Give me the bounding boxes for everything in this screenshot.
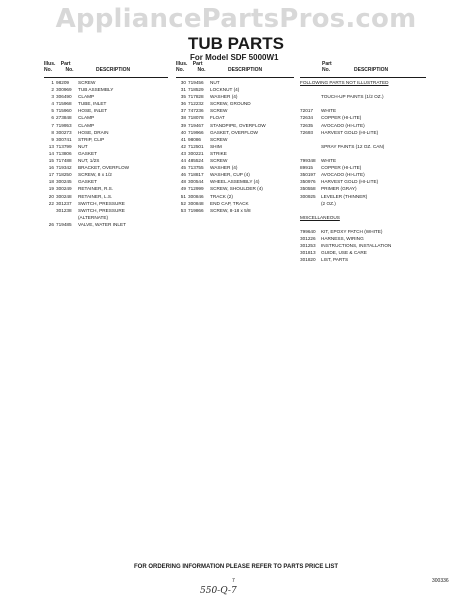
col3-no-label: No. [322, 67, 331, 73]
part-row [176, 193, 296, 200]
part-row [300, 200, 430, 207]
part-description: KIT, EPOXY PATCH (WHITE) [321, 228, 383, 234]
illus-number: 39 [180, 122, 186, 128]
illus-number: 53 [180, 207, 186, 213]
part-description: VALVE, WATER INLET [78, 221, 127, 227]
part-number: 718250 [56, 172, 72, 178]
illus-number: 9 [51, 136, 54, 142]
illus-number: 18 [48, 179, 54, 185]
part-description: AVOCADO (HI-LITE) [321, 122, 365, 128]
illus-number: 42 [180, 143, 186, 149]
part-row [176, 114, 296, 121]
part-description: RETAINER, R.S. [78, 186, 114, 192]
part-number: 715960 [56, 108, 72, 114]
illus-number: 46 [180, 172, 186, 178]
part-description: WASHER (4) [210, 94, 238, 100]
part-number: 719866 [188, 207, 204, 213]
part-description: HARVEST GOLD (HI-LITE) [321, 129, 379, 135]
part-row [176, 107, 296, 114]
part-description: WASHER, CUP (4) [210, 172, 250, 178]
part-row [176, 93, 296, 100]
part-number: 799640 [300, 228, 316, 234]
part-number: 300848 [188, 200, 204, 206]
col2-header-rule [176, 77, 294, 78]
part-description: BRACKET, OVERFLOW [78, 165, 130, 171]
part-number: 719456 [188, 80, 204, 85]
part-description: SHIM [210, 143, 222, 149]
illus-number: 51 [180, 193, 186, 199]
part-number: 719342 [56, 165, 72, 171]
part-number: 98209 [56, 80, 70, 85]
part-row [44, 107, 170, 114]
part-row [44, 164, 170, 171]
part-number: 300969 [56, 87, 72, 93]
part-number: 799348 [300, 158, 316, 164]
illus-number: 30 [180, 80, 186, 85]
part-row [300, 249, 430, 256]
col1-header [44, 61, 131, 73]
part-row [300, 193, 430, 200]
handwritten-note: 550-Q-7 [200, 586, 237, 596]
part-row [300, 164, 430, 171]
col2-description-label: DESCRIPTION [228, 67, 263, 73]
spacer-row [300, 136, 430, 143]
part-description: SCREW [210, 108, 228, 114]
part-description: FLOAT [210, 115, 225, 121]
illus-number: 40 [180, 129, 186, 135]
part-number: 301237 [56, 200, 72, 206]
part-number: 719966 [188, 129, 204, 135]
part-row [44, 129, 170, 136]
illus-number: 22 [48, 200, 54, 206]
part-row [300, 242, 430, 249]
col2-illus-label: Illus. [176, 61, 188, 67]
part-number: 72017 [300, 108, 314, 114]
page-subtitle: For Model SDF 5000W1 [190, 53, 279, 62]
part-row [300, 114, 430, 121]
illus-number: 13 [48, 143, 54, 149]
part-number: 715968 [56, 101, 72, 107]
illus-number: 44 [180, 158, 186, 164]
part-description: LIST, PARTS [321, 257, 349, 263]
part-row [44, 178, 170, 185]
part-row [300, 171, 430, 178]
illus-number: 31 [180, 87, 186, 93]
part-row [176, 143, 296, 150]
part-number: 719485 [56, 221, 72, 227]
illus-number: 19 [48, 186, 54, 192]
part-description: TOUCH-UP PAINTS (1/2 OZ.) [321, 94, 384, 100]
illus-number: 14 [48, 150, 54, 156]
part-description: SCREW [210, 158, 228, 164]
part-number: 300544 [188, 179, 204, 185]
part-row [300, 185, 430, 192]
parts-column-1 [44, 79, 170, 228]
part-description: CLAMP [78, 122, 95, 128]
illus-number: 2 [51, 87, 54, 93]
part-description: SWITCH, PRESSURE [78, 207, 125, 213]
part-description: SCREW [210, 136, 228, 142]
part-row [44, 214, 170, 221]
part-number: 300249 [56, 186, 72, 192]
part-description: NUT [210, 80, 220, 85]
document-code: 300336 [432, 578, 449, 584]
part-row [300, 178, 430, 185]
part-number: 718529 [188, 87, 204, 93]
part-number: 273848 [56, 115, 72, 121]
section-heading [300, 214, 430, 221]
part-number: 718817 [188, 172, 204, 178]
part-description: SPRAY PAINTS (12 OZ. CAN) [321, 143, 385, 149]
part-number: 300925 [300, 193, 316, 199]
part-row [44, 79, 170, 86]
illus-number: 43 [180, 150, 186, 156]
part-row [44, 193, 170, 200]
illus-number: 35 [180, 94, 186, 100]
part-description: SCREW, SHOULDER (4) [210, 186, 263, 192]
part-number: 89915 [300, 165, 314, 171]
spacer-row [300, 86, 430, 93]
part-number: 713755 [188, 165, 204, 171]
part-description: SCREW, 8-18 x 5/8 [210, 207, 251, 213]
part-row [44, 200, 170, 207]
part-row [44, 157, 170, 164]
part-description: WHITE [321, 108, 337, 114]
part-description: END CAP, TRACK [210, 200, 249, 206]
part-description: COPPER (HI-LITE) [321, 115, 362, 121]
section-heading-text: MISCELLANEOUS [300, 214, 340, 220]
part-description: SCREW, 8 x 1/2 [78, 172, 112, 178]
part-description: LOCKNUT (4) [210, 87, 240, 93]
part-description: HOSE, INLET [78, 108, 108, 114]
part-description: SCREW, GROUND [210, 101, 251, 107]
part-row [176, 79, 296, 86]
part-description: WHEEL ASSEMBLY (4) [210, 179, 260, 185]
part-row [44, 221, 170, 228]
part-row [300, 143, 430, 150]
part-description: LEVELER (THINNER) [321, 193, 368, 199]
col2-no2-label: No. [197, 67, 206, 73]
part-description: GASKET [78, 179, 98, 185]
part-row [300, 157, 430, 164]
page-title: TUB PARTS [187, 34, 284, 53]
part-row [176, 164, 296, 171]
part-description: SCREW [78, 80, 96, 85]
part-number: 712501 [188, 143, 204, 149]
col2-part-label: Part [192, 61, 203, 67]
part-row [300, 235, 430, 242]
part-row [44, 122, 170, 129]
part-number: 719467 [188, 122, 204, 128]
illus-number: 37 [180, 108, 186, 114]
part-row [176, 207, 296, 214]
part-number: 300846 [188, 193, 204, 199]
illus-number: 49 [180, 186, 186, 192]
part-number: 301253 [300, 243, 316, 249]
col3-description-label: DESCRIPTION [354, 67, 389, 73]
page-number: 7 [232, 578, 235, 584]
section-heading-text: FOLLOWING PARTS NOT ILLUSTRATED [300, 80, 389, 85]
illus-number: 17 [48, 172, 54, 178]
part-number: 712999 [188, 186, 204, 192]
part-number: 72634 [300, 115, 314, 121]
part-description: COPPER (HI-LITE) [321, 165, 362, 171]
part-description: NUT [78, 143, 88, 149]
part-number: 300245 [56, 179, 72, 185]
part-number: 485524 [188, 158, 204, 164]
part-number: 72693 [300, 129, 314, 135]
spacer-row [300, 221, 430, 228]
part-row [300, 256, 430, 263]
illus-number: 8 [51, 129, 54, 135]
part-row [44, 136, 170, 143]
part-number: 350197 [300, 172, 316, 178]
part-description: TUBE, INLET [78, 101, 107, 107]
part-description: TUB ASSEMBLY [78, 87, 114, 93]
col2-header [176, 61, 263, 73]
part-description: WASHER (4) [210, 165, 238, 171]
illus-number: 52 [180, 200, 186, 206]
watermark: AppliancePartsPros.com [55, 4, 417, 34]
col1-header-rule [44, 77, 168, 78]
spacer-row [300, 207, 430, 214]
part-row [176, 136, 296, 143]
part-number: 747236 [188, 108, 204, 114]
part-number: 717488 [56, 158, 72, 164]
part-row [176, 157, 296, 164]
part-number: 350976 [300, 179, 316, 185]
illus-number: 3 [51, 94, 54, 100]
part-number: 306490 [56, 94, 72, 100]
part-number: 712232 [188, 101, 204, 107]
part-number: 72635 [300, 122, 314, 128]
part-description: RETAINER, L.S. [78, 193, 113, 199]
part-row [300, 122, 430, 129]
col3-part-label: Part [322, 61, 332, 67]
part-description: STANDPIPE, OVERFLOW [210, 122, 266, 128]
part-description: (2 OZ.) [321, 200, 336, 206]
part-row [176, 150, 296, 157]
part-description: CLAMP [78, 115, 95, 121]
part-description: INSTRUCTIONS, INSTALLATION [321, 243, 392, 249]
part-number: 300741 [56, 136, 72, 142]
part-number: 301813 [300, 250, 316, 256]
illus-number: 48 [180, 179, 186, 185]
part-row [44, 93, 170, 100]
part-row [44, 86, 170, 93]
illus-number: 26 [48, 221, 54, 227]
part-description: HARNESS, WIRING [321, 236, 364, 242]
part-row [176, 100, 296, 107]
part-description: WHITE [321, 158, 337, 164]
part-row [300, 228, 430, 235]
part-description: NUT, 1/2S [78, 158, 100, 164]
illus-number: 1 [51, 80, 54, 85]
illus-number: 45 [180, 165, 186, 171]
part-number: 98086 [188, 136, 202, 142]
part-description: GUIDE, USE & CARE [321, 250, 367, 256]
illus-number: 20 [48, 193, 54, 199]
col1-description-label: DESCRIPTION [96, 67, 131, 73]
part-row [176, 86, 296, 93]
part-number: 301226 [300, 236, 316, 242]
part-row [44, 100, 170, 107]
part-number: 713806 [56, 150, 72, 156]
part-number: 719953 [56, 122, 72, 128]
col3-header-rule [300, 77, 426, 78]
part-description: SWITCH, PRESSURE [78, 200, 125, 206]
col3-header [322, 61, 389, 73]
spacer-row [300, 100, 430, 107]
part-description: HARVEST GOLD (HI-LITE) [321, 179, 379, 185]
illus-number: 6 [51, 115, 54, 121]
illus-number: 16 [48, 165, 54, 171]
parts-column-2 [176, 79, 296, 214]
illus-number: 4 [51, 101, 54, 107]
part-description: STRIKE [210, 150, 227, 156]
part-row [176, 171, 296, 178]
col1-no-label: No. [44, 67, 53, 73]
part-description: STRIP, CLIP [78, 136, 105, 142]
illus-number: 38 [180, 115, 186, 121]
illus-number: 15 [48, 158, 54, 164]
part-description: GASKET, OVERFLOW [210, 129, 258, 135]
part-row [44, 207, 170, 214]
part-row [176, 122, 296, 129]
col2-no-label: No. [176, 67, 185, 73]
part-description: TRACK (2) [210, 193, 233, 199]
part-row [44, 150, 170, 157]
part-row [176, 200, 296, 207]
illus-number: 36 [180, 101, 186, 107]
part-row [176, 129, 296, 136]
part-row [44, 171, 170, 178]
part-number: 713799 [56, 143, 72, 149]
col1-illus-label: Illus. [44, 61, 56, 67]
part-row [44, 114, 170, 121]
part-number: 717828 [188, 94, 204, 100]
part-description: (ALTERNATE) [78, 214, 109, 220]
parts-column-3 [300, 79, 430, 263]
part-number: 300273 [56, 129, 72, 135]
part-row [300, 107, 430, 114]
spacer-row [300, 150, 430, 157]
ordering-footer: FOR ORDERING INFORMATION PLEASE REFER TO PARTS PRICE LIST [133, 564, 338, 570]
part-row [44, 143, 170, 150]
col1-part-label: Part [60, 61, 71, 67]
part-number: 300221 [188, 150, 204, 156]
part-row [44, 185, 170, 192]
part-number: 300248 [56, 193, 72, 199]
part-description: PRIMER (GRAY) [321, 186, 357, 192]
part-row [176, 185, 296, 192]
illus-number: 41 [180, 136, 186, 142]
part-description: CLAMP [78, 94, 95, 100]
part-row [300, 93, 430, 100]
part-description: GASKET [78, 150, 98, 156]
part-description: AVOCADO (HI-LITE) [321, 172, 365, 178]
part-row [176, 178, 296, 185]
col1-no2-label: No. [65, 67, 74, 73]
part-row [300, 129, 430, 136]
part-description: HOSE, DRAIN [78, 129, 109, 135]
part-number: 718078 [188, 115, 204, 121]
part-number: 350558 [300, 186, 316, 192]
illus-number: 5 [51, 108, 54, 114]
part-number: 301820 [300, 257, 316, 263]
illus-number: 7 [51, 122, 54, 128]
section-heading [300, 79, 430, 86]
part-number: 301238 [56, 207, 72, 213]
